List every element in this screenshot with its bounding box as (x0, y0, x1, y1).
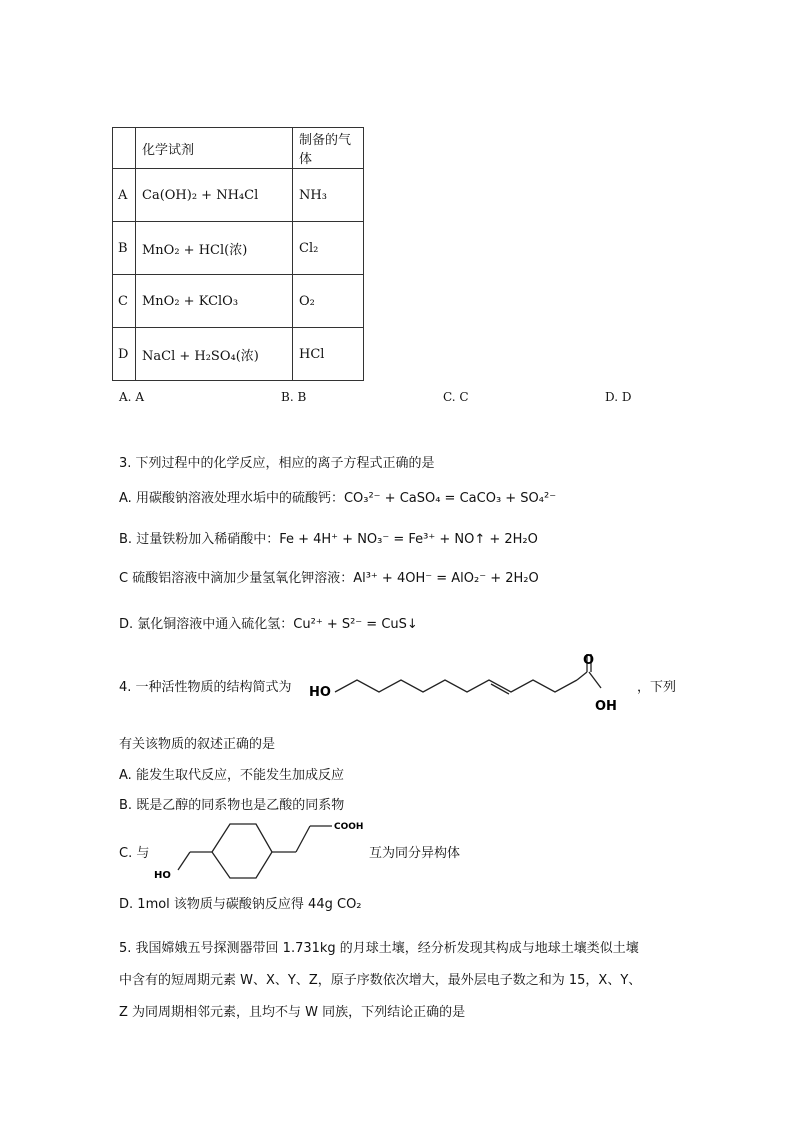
option-prefix: B. (281, 390, 294, 404)
option-text: 硫酸铝溶液中滴加少量氢氧化钾溶液：Al³⁺ + 4OH⁻ = AlO₂⁻ + 2H₂O (132, 571, 539, 586)
row-label: B (113, 222, 136, 275)
q3-option-d[interactable] (119, 613, 418, 632)
option-prefix: A. (119, 491, 132, 506)
option-text: B (297, 390, 307, 404)
row-gas: HCl (293, 328, 364, 381)
option-text: 与 (136, 846, 150, 861)
table-header-row (113, 128, 364, 169)
q5-line-3: Z 为同周期相邻元素，且均不与 W 同族，下列结论正确的是 (119, 1005, 466, 1020)
option-prefix: C. (443, 390, 456, 404)
option-text: 能发生取代反应，不能发生加成反应 (135, 768, 344, 783)
option-text: 过量铁粉加入稀硝酸中：Fe + 4H⁺ + NO₃⁻ = Fe³⁺ + NO↑ + 2H₂O (136, 532, 538, 547)
q4-option-c[interactable] (119, 842, 149, 861)
option-text: 1mol 该物质与碳酸钠反应得 44g CO₂ (137, 897, 362, 912)
q4-stem-b: ，下列 (637, 680, 677, 695)
option-text: D (621, 390, 632, 404)
table-row (113, 275, 364, 328)
row-reagent: MnO₂ + HCl(浓) (136, 222, 293, 275)
option-prefix: B. (119, 798, 133, 813)
option-text: 既是乙醇的同系物也是乙酸的同系物 (136, 798, 345, 813)
option-prefix: A. (119, 390, 132, 404)
q5-line-1: 5. 我国嫦娥五号探测器带回 1.731kg 的月球土壤，经分析发现其构成与地球土壤类似土壤 (119, 941, 639, 956)
structure-formula-1 (305, 650, 635, 716)
row-reagent: MnO₂ + KClO₃ (136, 275, 293, 328)
q4-stem-a: 4. 一种活性物质的结构简式为 (119, 680, 292, 695)
option-text: 氯化铜溶液中通入硫化氢：Cu²⁺ + S²⁻ = CuS↓ (137, 617, 418, 632)
q3-option-b[interactable] (119, 528, 538, 547)
struct-label-oh: OH (595, 699, 617, 714)
option-text: C (459, 390, 469, 404)
struct-label-ho: HO (309, 685, 331, 700)
structure-formula-2 (150, 812, 370, 882)
option-text: A (135, 390, 144, 404)
row-reagent: NaCl + H₂SO₄(浓) (136, 328, 293, 381)
q2-option-b[interactable] (281, 390, 306, 404)
q4-option-c-tail: 互为同分异构体 (369, 846, 461, 861)
q3-option-c[interactable] (119, 567, 539, 586)
option-prefix: D. (119, 617, 134, 632)
table-row (113, 222, 364, 275)
q4-option-d[interactable] (119, 893, 362, 912)
q2-option-a[interactable] (119, 390, 144, 404)
table-header-empty (113, 128, 136, 169)
option-prefix: C. (119, 846, 133, 861)
q3-stem: 3. 下列过程中的化学反应，相应的离子方程式正确的是 (119, 456, 435, 471)
row-reagent: Ca(OH)₂ + NH₄Cl (136, 169, 293, 222)
option-text: 用碳酸钠溶液处理水垢中的硫酸钙：CO₃²⁻ + CaSO₄ = CaCO₃ + SO₄²⁻ (135, 491, 557, 506)
reagent-table (112, 127, 364, 381)
row-gas: NH₃ (293, 169, 364, 222)
q2-option-d[interactable] (605, 390, 631, 404)
option-prefix: A. (119, 768, 132, 783)
option-prefix: C (119, 571, 129, 586)
table-row (113, 328, 364, 381)
table-header-reagent: 化学试剂 (136, 128, 293, 169)
row-label: C (113, 275, 136, 328)
q3-option-a[interactable] (119, 487, 556, 506)
struct-label-o: O (583, 653, 595, 668)
row-label: D (113, 328, 136, 381)
option-prefix: D. (605, 390, 619, 404)
option-prefix: D. (119, 897, 134, 912)
q4-option-b[interactable] (119, 794, 344, 813)
struct-label-cooh: COOH (334, 822, 364, 832)
q2-option-c[interactable] (443, 390, 469, 404)
row-gas: Cl₂ (293, 222, 364, 275)
table-header-gas: 制备的气体 (293, 128, 364, 169)
q5-line-2: 中含有的短周期元素 W、X、Y、Z，原子序数依次增大，最外层电子数之和为 15，X、Y、 (119, 973, 642, 988)
row-label: A (113, 169, 136, 222)
q4-stem-c: 有关该物质的叙述正确的是 (119, 737, 276, 752)
row-gas: O₂ (293, 275, 364, 328)
q4-option-a[interactable] (119, 764, 344, 783)
struct-label-ho2: HO (154, 870, 171, 881)
table-row (113, 169, 364, 222)
option-prefix: B. (119, 532, 133, 547)
